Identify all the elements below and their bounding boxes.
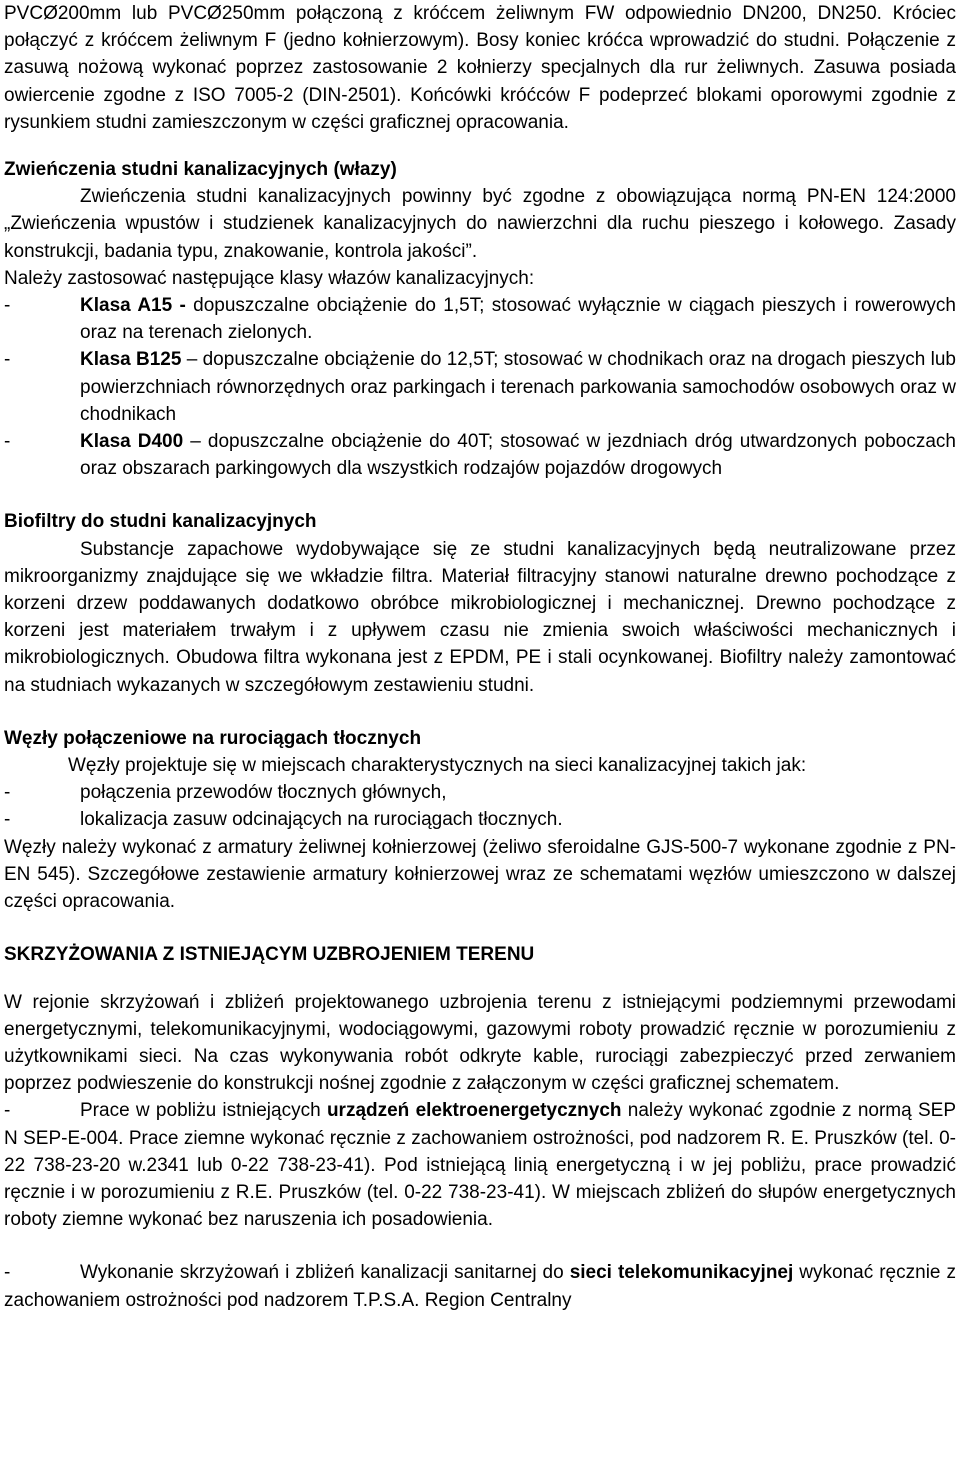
list-item-klasa-d400 xyxy=(4,428,956,482)
class-description: – dopuszczalne obciążenie do 12,5T; stosować w chodnikach oraz na drogach pieszych lub powierzchniach równorzędnych oraz parkingach i terenach parkowania samochodów osobowych oraz w chodnikach xyxy=(80,349,956,425)
section-heading-skrzyzowania: SKRZYŻOWANIA Z ISTNIEJĄCYM UZBROJENIEM TERENU xyxy=(4,944,535,966)
spacer xyxy=(4,1233,956,1259)
wlazy-paragraph-classes-intro: Należy zastosować następujące klasy włazów kanalizacyjnych: xyxy=(4,267,535,289)
section-heading-wlazy: Zwieńczenia studni kanalizacyjnych (włazy) xyxy=(4,159,397,181)
class-label: Klasa B125 xyxy=(80,349,182,371)
list-item-klasa-a15 xyxy=(4,292,956,346)
list-item-telekomunikacja: - Wykonanie skrzyżowań i zbliżeń kanalizacji sanitarnej do sieci telekomunikacyjnej wykonać ręcznie z zachowaniem ostrożności pod nadzorem T.P.S.A. Region Centralny xyxy=(4,1259,956,1313)
list-item-wezly-2 xyxy=(4,806,956,833)
list-dash: - xyxy=(4,1100,11,1122)
spacer xyxy=(4,482,956,508)
list-item-elektroenergetyczne: - Prace w pobliżu istniejących urządzeń elektroenergetycznych należy wykonać zgodnie z normą SEP N SEP-E-004. Prace ziemne wykonać ręcznie z zachowaniem ostrożności, pod nadzorem R. E. Pruszków (tel. 0-22 738-23-20 w.2341 lub 0-22 738-23-41). Pod istniejącą linią energetyczną i w jej pobliżu, prace prowadzić ręcznie i w porozumieniu z R.E. Pruszków (tel. 0-22 738-23-41). W miejscach zbliżeń do słupów energetycznych roboty ziemne wykonać bez naruszenia ich posadowienia. xyxy=(4,1097,956,1233)
list-dash: - xyxy=(4,431,11,453)
emphasis-telekomunikacja: sieci telekomunikacyjnej xyxy=(569,1262,794,1284)
skrzyzowania-paragraph: W rejonie skrzyżowań i zbliżeń projektowanego uzbrojenia terenu z istniejącymi podziemnymi przewodami energetycznymi, telekomunikacyjnymi, wodociągowymi, gazowymi roboty prowadzić ręcznie w porozumieniu z użytkownikami sieci. Na czas wykonywania robót odkryte kable, rurociągi zabezpieczyć przed zerwaniem poprzez podwieszenie do konstrukcji nośnej zgodnie z załączonym w części graficznej schematem. xyxy=(4,991,956,1095)
list-item-wezly-1 xyxy=(4,779,956,806)
spacer xyxy=(4,136,956,156)
wezly-paragraph-armatura: Węzły należy wykonać z armatury żeliwnej kołnierzowej (żeliwo sferoidalne GJS-500-7 wykonane zgodnie z PN-EN 545). Szczegółowe zestawienie armatury kołnierzowej wraz ze schematami węzłów umieszczono w dalszej części opracowania. xyxy=(4,836,956,913)
class-description: dopuszczalne obciążenie do 1,5T; stosować wyłącznie w ciągach pieszych i rowerowych oraz na terenach zielonych. xyxy=(80,295,956,344)
class-label: Klasa A15 - xyxy=(80,295,186,317)
document-page xyxy=(4,0,956,1314)
section-heading-biofiltry: Biofiltry do studni kanalizacyjnych xyxy=(4,511,317,533)
spacer xyxy=(4,699,956,725)
biofiltry-paragraph: Substancje zapachowe wydobywające się ze studni kanalizacyjnych będą neutralizowane przez mikroorganizmy znajdujące się we wkładzie filtra. Materiał filtracyjny stanowi naturalne drewno pochodzące z korzeni drzew poddawanych dodatkowo obróbce mikrobiologicznej i mechanicznej. Drewno pochodzące z korzeni jest materiałem trwałym i z upływem czasu nie zmienia swoich właściwości mechanicznych i mikrobiologicznych. Obudowa filtra wykonana jest z EPDM, PE i stali ocynkowanej. Biofiltry należy zamontować na studniach wykazanych w szczegółowym zestawieniu studni. xyxy=(4,538,956,696)
emphasis-elektroenergetyczne: urządzeń elektroenergetycznych xyxy=(326,1100,622,1122)
section-heading-wezly: Węzły połączeniowe na rurociągach tłocznych xyxy=(4,727,422,749)
wlazy-paragraph-norm: Zwieńczenia studni kanalizacyjnych powinny być zgodne z obowiązująca normą PN-EN 124:2000 „Zwieńczenia wpustów i studzienek kanalizacyjnych do nawierzchni dla ruchu pieszego i kołowego. Zasady konstrukcji, badania typu, znakowanie, kontrola jakości”. xyxy=(4,186,956,262)
spacer xyxy=(4,915,956,941)
list-dash: - xyxy=(4,809,11,831)
list-dash: - xyxy=(4,1262,11,1284)
wezly-paragraph-intro: Węzły projektuje się w miejscach charakterystycznych na sieci kanalizacyjnej takich jak: xyxy=(68,755,807,777)
class-label: Klasa D400 xyxy=(80,431,184,453)
list-dash: - xyxy=(4,349,11,371)
intro-paragraph: PVCØ200mm lub PVCØ250mm połączoną z króćcem żeliwnym FW odpowiednio DN200, DN250. Króciec połączyć z króćcem żeliwnym F (jedno kołnierzowym). Bosy koniec króćca wprowadzić do studni. Połączenie z zasuwą nożową wykonać poprzez zastosowanie 2 kołnierzy specjalnych dla rur żeliwnych. Zasuwa posiada owiercenie zgodne z ISO 7005-2 (DIN-2501). Końcówki króćców F podeprzeć blokami oporowymi zgodnie z rysunkiem studni zamieszczonym w części graficznej opracowania. xyxy=(4,3,956,133)
list-dash: - xyxy=(4,782,11,804)
list-dash: - xyxy=(4,295,11,317)
class-description: – dopuszczalne obciążenie do 40T; stosować w jezdniach dróg utwardzonych poboczach oraz obszarach parkingowych dla wszystkich rodzajów pojazdów drogowych xyxy=(80,431,956,480)
list-item-klasa-b125 xyxy=(4,346,956,428)
list-item-text: lokalizacja zasuw odcinających na rurociągach tłocznych. xyxy=(80,809,563,831)
spacer xyxy=(4,969,956,989)
list-item-text: połączenia przewodów tłocznych głównych, xyxy=(80,782,447,804)
